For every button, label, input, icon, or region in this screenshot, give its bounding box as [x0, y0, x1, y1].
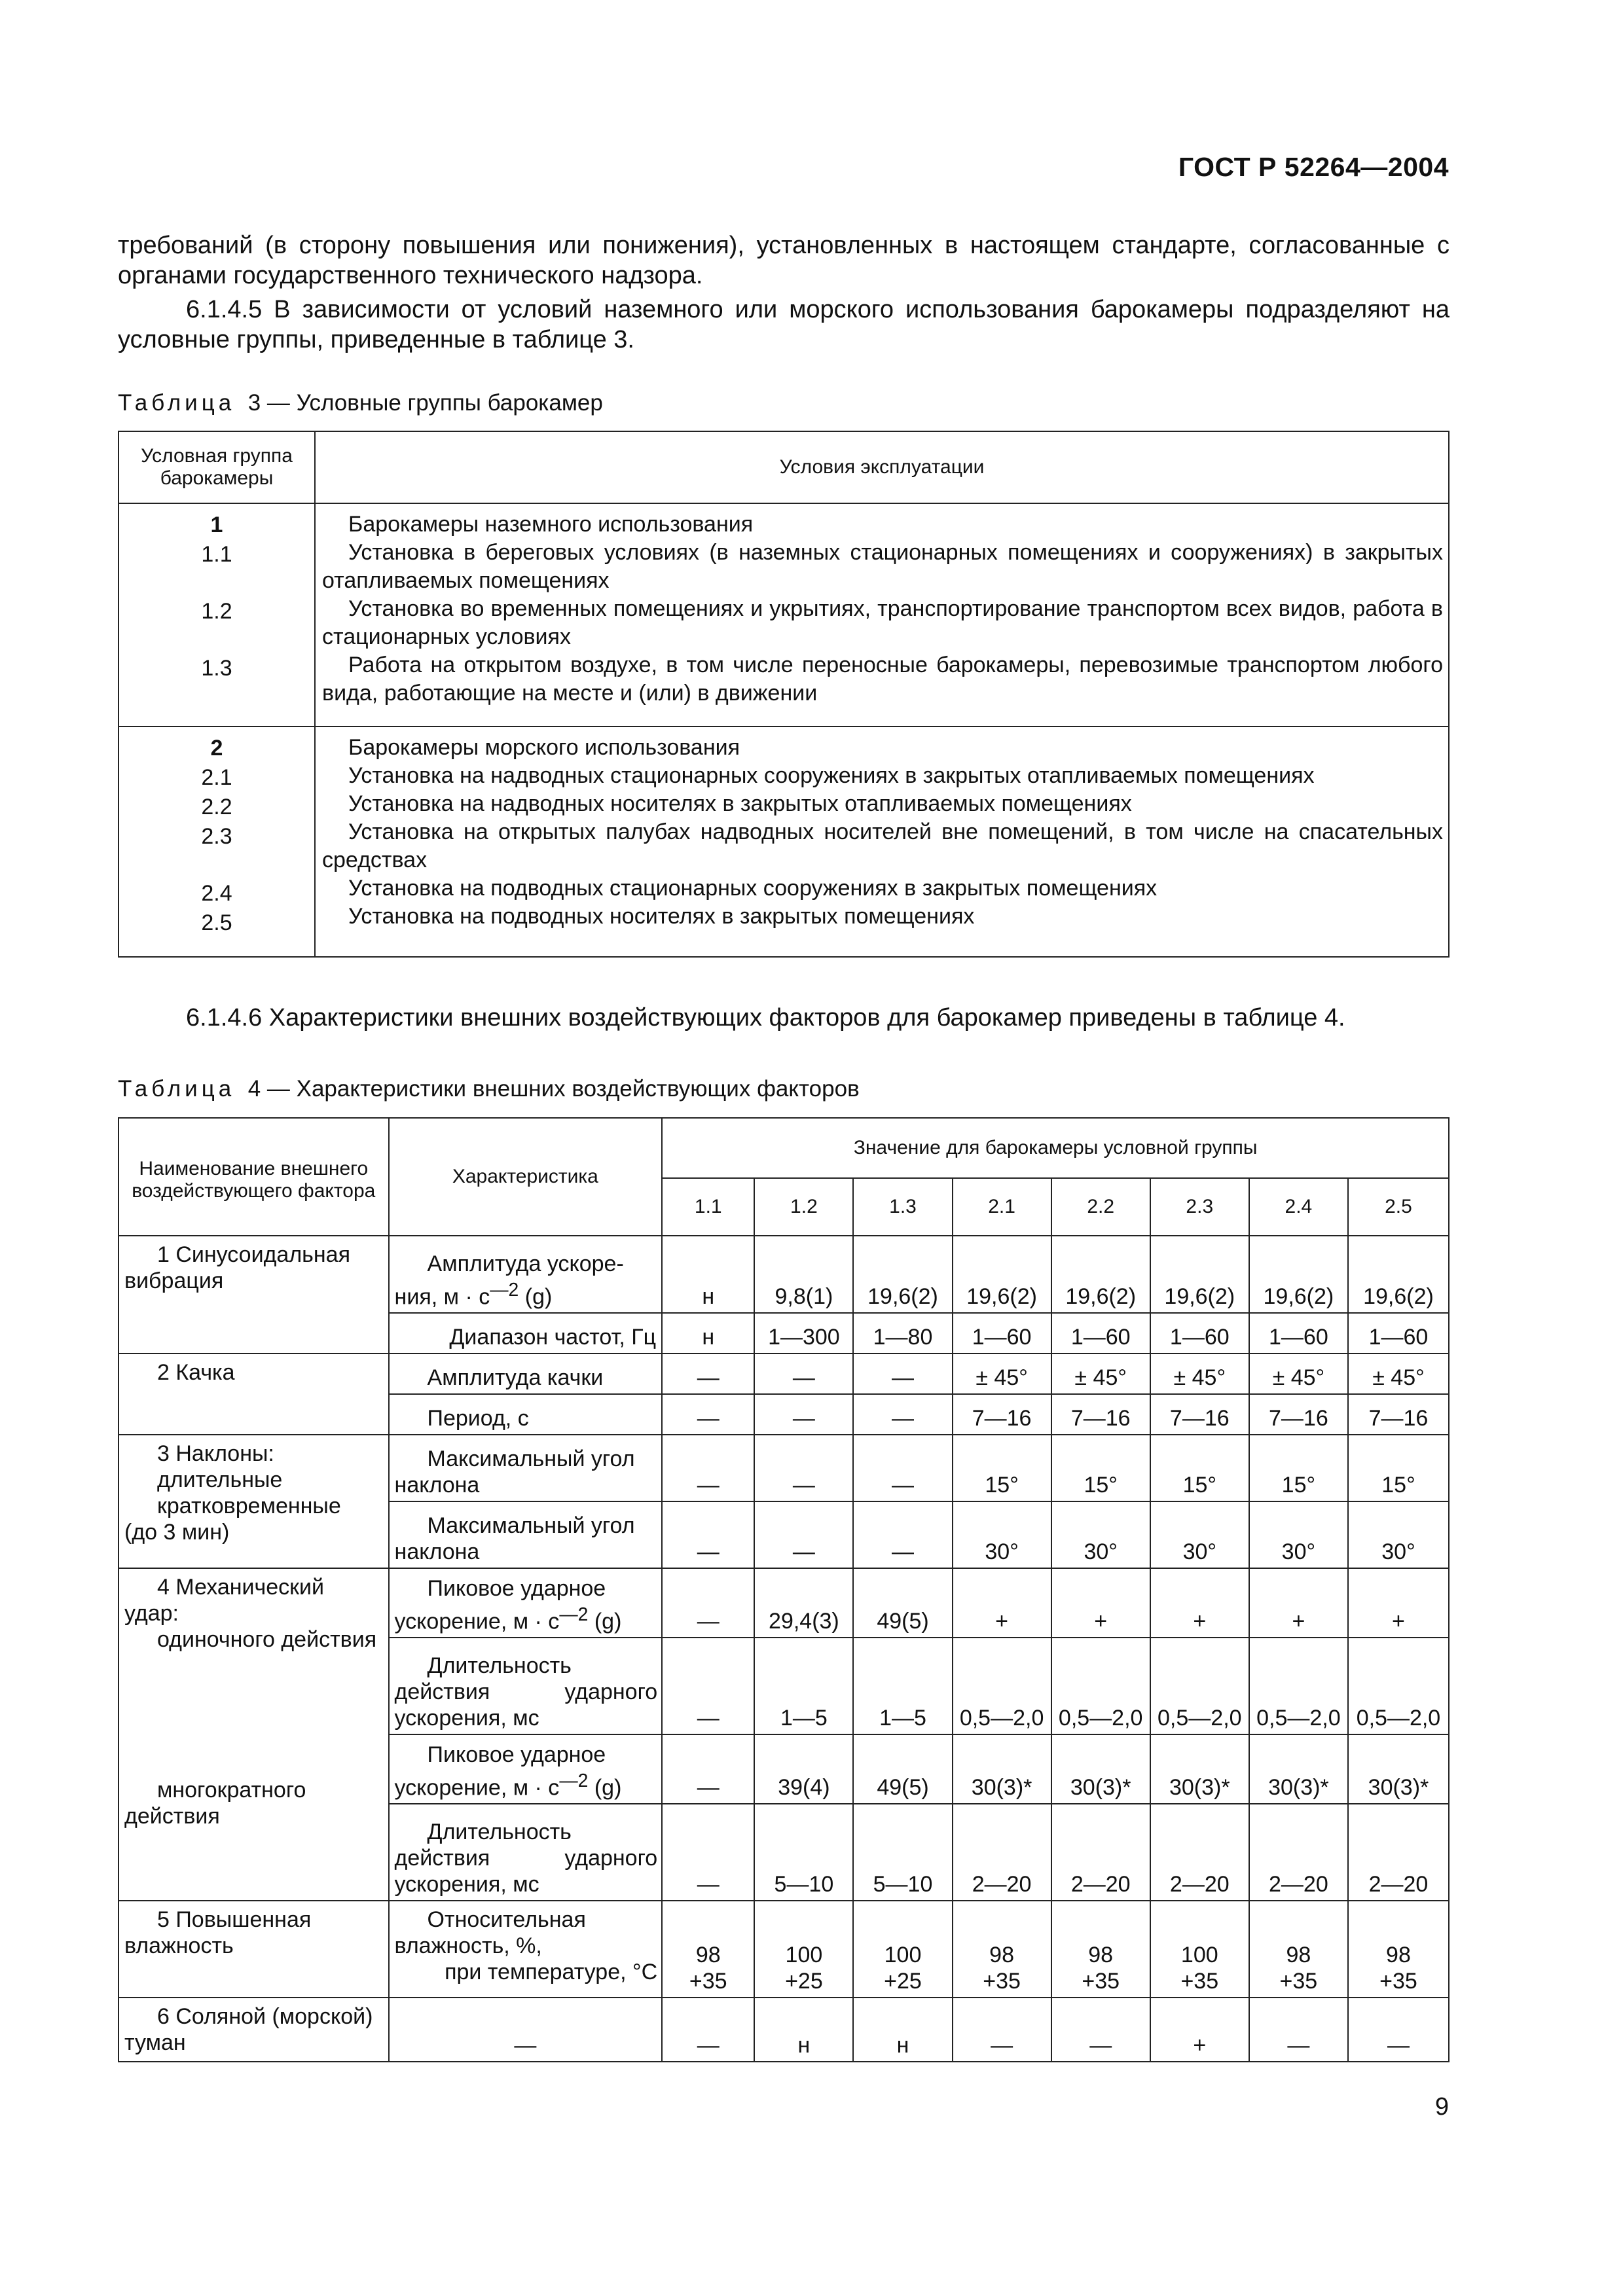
value-cell: — — [754, 1354, 853, 1394]
group-number: 1.2 — [201, 599, 232, 624]
value-cell: 30° — [1150, 1501, 1249, 1568]
value-cell: 2—20 — [1348, 1804, 1449, 1901]
value-cell: 19,6(2) — [1249, 1236, 1348, 1313]
value-cell: 7—16 — [1051, 1394, 1150, 1435]
condition-text: Установка на подводных носителях в закрытых помещениях — [348, 904, 975, 929]
characteristic-cell: Амплитуда качки — [389, 1354, 663, 1394]
condition-text: Установка на открытых палубах надводных носителей вне помещений, в том числе на спасательных средствах — [322, 819, 1443, 872]
characteristic-cell — [389, 1638, 663, 1734]
value-cell: н — [754, 1998, 853, 2062]
factor-subname: многократного действия — [124, 1778, 306, 1829]
value-cell: + — [1249, 1568, 1348, 1638]
page-number: 9 — [1434, 2093, 1449, 2121]
factor-name: 1 Синусоидальная вибрация — [124, 1242, 350, 1293]
value-line: +35 — [689, 1969, 727, 1994]
value-cell: 19,6(2) — [1051, 1236, 1150, 1313]
value-line: +25 — [884, 1969, 922, 1994]
value-cell: — — [754, 1501, 853, 1568]
group-header-1.1: 1.1 — [662, 1178, 754, 1236]
value-cell: 1—300 — [754, 1313, 853, 1354]
value-cell — [1348, 1901, 1449, 1998]
group-header-1.2: 1.2 — [754, 1178, 853, 1236]
value-cell: — — [754, 1394, 853, 1435]
value-cell: 1—80 — [853, 1313, 952, 1354]
value-cell: — — [662, 1998, 754, 2062]
value-cell: 1—60 — [1150, 1313, 1249, 1354]
group-header-1.3: 1.3 — [853, 1178, 952, 1236]
table3-caption-word: Таблица — [118, 390, 236, 416]
value-line: 100 — [785, 1943, 823, 1967]
factor-subname: длительные — [157, 1467, 283, 1492]
value-cell — [662, 1901, 754, 1998]
value-cell: 30° — [1249, 1501, 1348, 1568]
characteristic-cell — [389, 1435, 663, 1501]
characteristic-cell — [389, 1804, 663, 1901]
value-cell — [754, 1901, 853, 1998]
value-cell: 1—60 — [1051, 1313, 1150, 1354]
value-cell: 30(3)* — [953, 1734, 1051, 1804]
table3-conditions-cell — [315, 503, 1449, 726]
value-cell: 9,8(1) — [754, 1236, 853, 1313]
value-cell: 1—60 — [1348, 1313, 1449, 1354]
characteristic-text: Относительная — [427, 1907, 586, 1932]
characteristic-text: ния, $м \cdot с^{—2}$ (g) — [394, 1279, 553, 1309]
value-cell: 30(3)* — [1348, 1734, 1449, 1804]
value-cell: 30(3)* — [1051, 1734, 1150, 1804]
value-cell — [1051, 1901, 1150, 1998]
table3-caption — [118, 390, 603, 416]
value-cell: н — [662, 1236, 754, 1313]
value-cell: — — [662, 1638, 754, 1734]
value-cell: — — [853, 1394, 952, 1435]
value-cell: — — [662, 1804, 754, 1901]
condition-text: Установка на надводных стационарных сооружениях в закрытых отапливаемых помещениях — [348, 763, 1315, 788]
value-cell: 30(3)* — [1249, 1734, 1348, 1804]
value-cell: 49(5) — [853, 1568, 952, 1638]
value-cell: 19,6(2) — [1348, 1236, 1449, 1313]
characteristic-cell — [389, 1901, 663, 1998]
value-cell: — — [662, 1435, 754, 1501]
group-number: 1 — [210, 512, 223, 537]
characteristic-text: Максимальный угол — [427, 1513, 635, 1538]
value-cell: 1—60 — [953, 1313, 1051, 1354]
condition-text: Барокамеры морского использования — [348, 735, 740, 760]
value-line: 98 — [989, 1943, 1014, 1967]
characteristic-cell — [389, 1501, 663, 1568]
factor-cell — [119, 1998, 389, 2062]
factor-name: 3 Наклоны: — [157, 1441, 274, 1466]
table3-group-cell — [119, 503, 315, 726]
value-cell: — — [1348, 1998, 1449, 2062]
value-cell: 30° — [953, 1501, 1051, 1568]
value-cell: ± 45° — [1150, 1354, 1249, 1394]
value-cell: — — [662, 1501, 754, 1568]
value-cell: 7—16 — [953, 1394, 1051, 1435]
factor-cell — [119, 1354, 389, 1435]
characteristic-cell: Диапазон частот, Гц — [389, 1313, 663, 1354]
value-cell: 7—16 — [1249, 1394, 1348, 1435]
paragraph-6-1-4-5: 6.1.4.5 В зависимости от условий наземного или морского использования барокамеры подразделяют на условные группы, приведенные в таблице 3. — [118, 296, 1450, 353]
value-cell: н — [662, 1313, 754, 1354]
value-cell: + — [1150, 1998, 1249, 2062]
value-cell: 0,5—2,0 — [953, 1638, 1051, 1734]
value-cell: — — [853, 1354, 952, 1394]
value-line: 98 — [1088, 1943, 1114, 1967]
value-cell: 7—16 — [1348, 1394, 1449, 1435]
value-line: 100 — [884, 1943, 922, 1967]
factor-name: 5 Повышенная влажность — [124, 1907, 312, 1958]
value-cell: ± 45° — [953, 1354, 1051, 1394]
factor-subname: (до 3 мин) — [124, 1520, 230, 1545]
value-cell: 15° — [1348, 1435, 1449, 1501]
value-cell: + — [1150, 1568, 1249, 1638]
value-cell: 30° — [1348, 1501, 1449, 1568]
value-cell: — — [953, 1998, 1051, 2062]
value-cell: — — [754, 1435, 853, 1501]
table4-header-characteristic: Характеристика — [389, 1118, 663, 1236]
characteristic-text: ускорение, $м \cdot с^{—2}$ (g) — [394, 1604, 622, 1634]
value-cell: — — [662, 1394, 754, 1435]
table4-caption-word: Таблица — [118, 1076, 236, 1102]
value-cell: — — [662, 1568, 754, 1638]
condition-text: Установка на подводных стационарных сооружениях в закрытых помещениях — [348, 876, 1158, 901]
group-number: 2.4 — [201, 881, 232, 906]
value-cell: 15° — [953, 1435, 1051, 1501]
characteristic-cell: — — [389, 1998, 663, 2062]
table3-conditions-cell — [315, 726, 1449, 957]
condition-text: Установка на надводных носителях в закрытых отапливаемых помещениях — [348, 791, 1132, 816]
value-cell: 0,5—2,0 — [1249, 1638, 1348, 1734]
table4-header-value: Значение для барокамеры условной группы — [662, 1118, 1449, 1178]
characteristic-text: наклона — [394, 1539, 480, 1564]
table3-group-cell — [119, 726, 315, 957]
condition-text: Установка в береговых условиях (в наземных стационарных помещениях и сооружениях) в закрытых отапливаемых помещениях — [322, 540, 1443, 593]
value-cell — [853, 1901, 952, 1998]
paragraph-continuation: требований (в сторону повышения или понижения), установленных в настоящем стандарте, согласованные с органами государственного технического надзора. — [118, 232, 1450, 289]
paragraph-6-1-4-6: 6.1.4.6 Характеристики внешних воздействующих факторов для барокамер приведены в таблице 4. — [186, 1004, 1345, 1031]
characteristic-cell: Период, с — [389, 1394, 663, 1435]
value-cell: н — [853, 1998, 952, 2062]
value-line: 98 — [1386, 1943, 1411, 1967]
condition-text: Барокамеры наземного использования — [348, 512, 754, 537]
value-cell: 1—5 — [754, 1638, 853, 1734]
value-line: +35 — [1180, 1969, 1219, 1994]
value-cell: + — [1348, 1568, 1449, 1638]
value-cell: — — [853, 1435, 952, 1501]
value-line: +35 — [1279, 1969, 1318, 1994]
value-cell: 29,4(3) — [754, 1568, 853, 1638]
table3 — [118, 431, 1450, 958]
value-cell: — — [662, 1354, 754, 1394]
value-cell: 0,5—2,0 — [1348, 1638, 1449, 1734]
value-cell: 19,6(2) — [1150, 1236, 1249, 1313]
characteristic-text: ускорение, $м \cdot с^{—2}$ (g) — [394, 1770, 622, 1800]
characteristic-text: наклона — [394, 1473, 480, 1498]
characteristic-text: при температуре, °C — [445, 1960, 658, 1984]
table4 — [118, 1117, 1450, 2062]
value-cell: 49(5) — [853, 1734, 952, 1804]
characteristic-text: Длительность действия ударного ускорения, мс — [394, 1820, 658, 1897]
group-header-2.1: 2.1 — [953, 1178, 1051, 1236]
value-cell: 30° — [1051, 1501, 1150, 1568]
value-cell: ± 45° — [1051, 1354, 1150, 1394]
value-cell: — — [662, 1734, 754, 1804]
group-header-2.5: 2.5 — [1348, 1178, 1449, 1236]
value-line: +35 — [983, 1969, 1021, 1994]
value-cell: — — [1249, 1998, 1348, 2062]
group-header-2.4: 2.4 — [1249, 1178, 1348, 1236]
condition-text: Установка во временных помещениях и укрытиях, транспортирование транспортом всех видов, работа в стационарных условиях — [322, 596, 1443, 649]
factor-name: 4 Механический удар: — [124, 1575, 324, 1626]
group-number: 2.1 — [201, 765, 232, 790]
factor-name: 2 Качка — [157, 1360, 235, 1385]
value-cell: 1—5 — [853, 1638, 952, 1734]
value-cell: 15° — [1249, 1435, 1348, 1501]
factor-cell — [119, 1435, 389, 1568]
group-number: 2.5 — [201, 910, 232, 935]
value-cell: 0,5—2,0 — [1051, 1638, 1150, 1734]
value-cell: ± 45° — [1249, 1354, 1348, 1394]
document-header: ГОСТ Р 52264—2004 — [1178, 152, 1449, 182]
group-number: 1.1 — [201, 542, 232, 567]
value-cell: ± 45° — [1348, 1354, 1449, 1394]
table4-header-factor: Наименование внешнего воздействующего фактора — [119, 1118, 389, 1236]
group-header-2.3: 2.3 — [1150, 1178, 1249, 1236]
value-cell — [1249, 1901, 1348, 1998]
group-number: 2.2 — [201, 795, 232, 819]
value-cell: 19,6(2) — [853, 1236, 952, 1313]
characteristic-text: Пиковое ударное — [427, 1742, 606, 1767]
value-cell: 1—60 — [1249, 1313, 1348, 1354]
value-cell: 5—10 — [754, 1804, 853, 1901]
value-cell: 39(4) — [754, 1734, 853, 1804]
group-number: 2 — [210, 736, 223, 761]
value-line: 98 — [1286, 1943, 1311, 1967]
value-cell: 2—20 — [953, 1804, 1051, 1901]
factor-cell — [119, 1236, 389, 1354]
value-cell: 7—16 — [1150, 1394, 1249, 1435]
value-cell: 0,5—2,0 — [1150, 1638, 1249, 1734]
factor-subname: одиночного действия — [157, 1627, 377, 1652]
value-cell: 15° — [1051, 1435, 1150, 1501]
table3-header-group: Условная группа барокамеры — [119, 431, 315, 503]
value-cell: + — [953, 1568, 1051, 1638]
characteristic-cell — [389, 1734, 663, 1804]
value-cell: + — [1051, 1568, 1150, 1638]
characteristic-text: Длительность действия ударного ускорения, мс — [394, 1653, 658, 1731]
value-cell: — — [853, 1501, 952, 1568]
characteristic-cell — [389, 1236, 663, 1313]
value-line: +35 — [1379, 1969, 1417, 1994]
characteristic-text: влажность, %, — [394, 1933, 542, 1958]
value-line: +35 — [1082, 1969, 1120, 1994]
characteristic-text: Пиковое ударное — [427, 1575, 606, 1601]
group-number: 2.3 — [201, 824, 232, 849]
table3-caption-title: 3 — Условные группы барокамер — [247, 390, 603, 416]
characteristic-text: Амплитуда ускоре- — [427, 1251, 624, 1276]
value-cell: 2—20 — [1051, 1804, 1150, 1901]
value-line: 100 — [1180, 1943, 1218, 1967]
value-cell: 2—20 — [1249, 1804, 1348, 1901]
value-cell: — — [1051, 1998, 1150, 2062]
table4-caption — [118, 1076, 860, 1102]
group-header-2.2: 2.2 — [1051, 1178, 1150, 1236]
table3-header-conditions: Условия эксплуатации — [315, 431, 1449, 503]
characteristic-cell — [389, 1568, 663, 1638]
value-cell: 15° — [1150, 1435, 1249, 1501]
value-cell — [953, 1901, 1051, 1998]
table4-caption-title: 4 — Характеристики внешних воздействующих факторов — [247, 1076, 860, 1102]
condition-text: Работа на открытом воздухе, в том числе переносные барокамеры, перевозимые транспортом любого вида, работающие на месте и (или) в движении — [322, 653, 1443, 706]
factor-subname: кратковременные — [157, 1494, 341, 1518]
value-line: 98 — [695, 1943, 721, 1967]
value-cell: 5—10 — [853, 1804, 952, 1901]
factor-cell — [119, 1568, 389, 1901]
factor-cell — [119, 1901, 389, 1998]
value-cell: 30(3)* — [1150, 1734, 1249, 1804]
characteristic-text: Максимальный угол — [427, 1446, 635, 1471]
value-line: +25 — [785, 1969, 823, 1994]
value-cell — [1150, 1901, 1249, 1998]
factor-name: 6 Соляной (морской) туман — [124, 2004, 373, 2055]
value-cell: 19,6(2) — [953, 1236, 1051, 1313]
value-cell: 2—20 — [1150, 1804, 1249, 1901]
group-number: 1.3 — [201, 656, 232, 681]
